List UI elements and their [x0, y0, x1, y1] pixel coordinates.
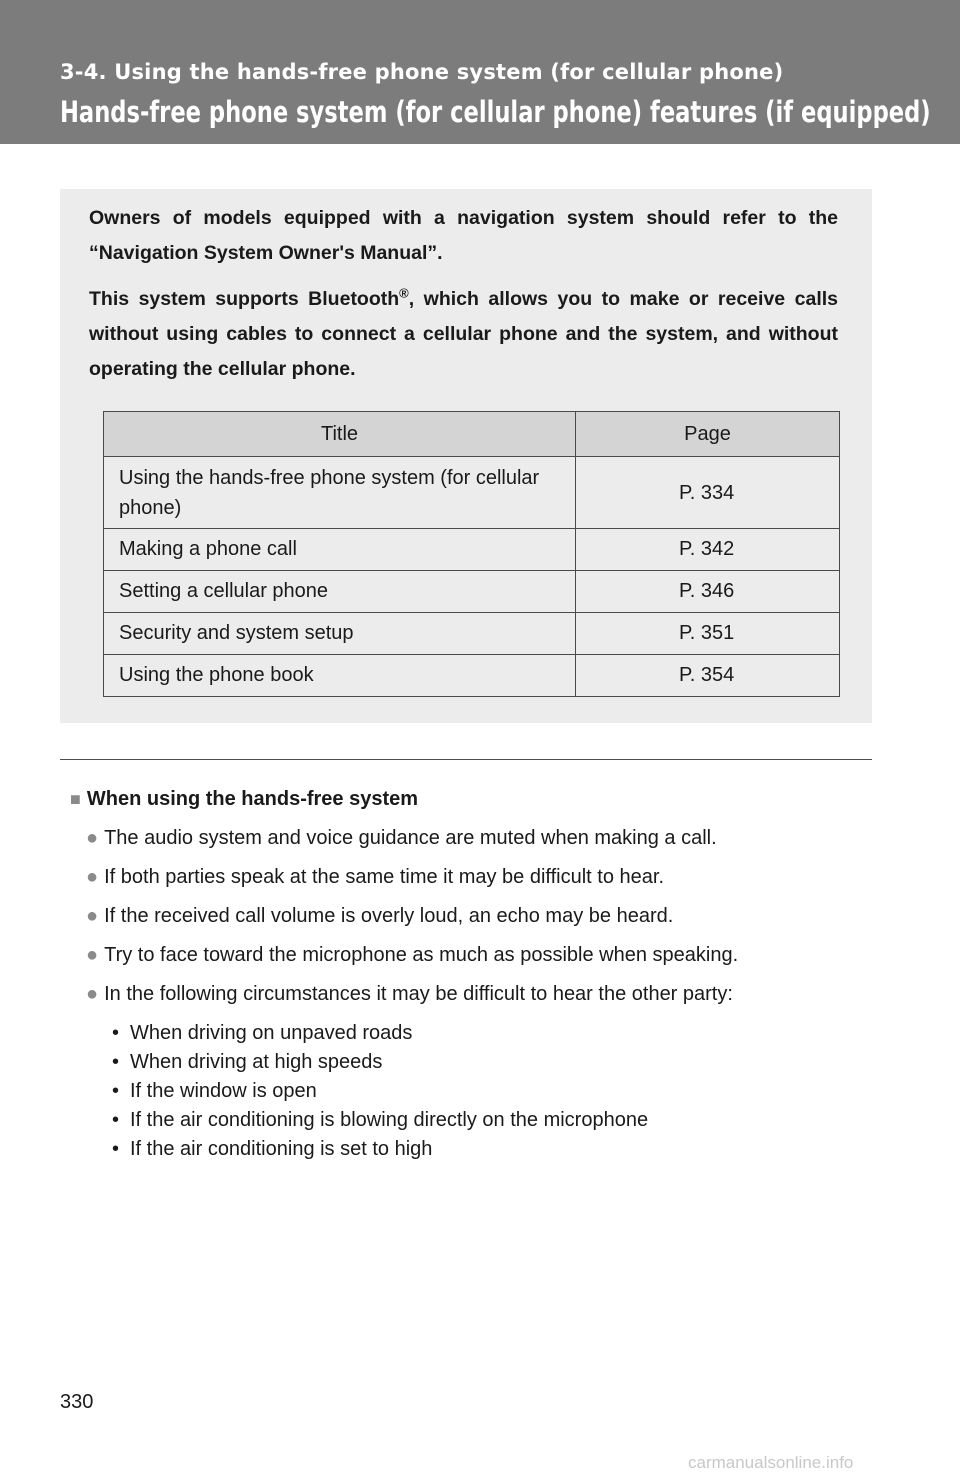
intro-paragraph-navigation: Owners of models equipped with a navigation system should refer to the “Navigation System Owner's Manual”.	[89, 207, 838, 264]
notes-heading-text: When using the hands-free system	[86, 788, 419, 810]
circle-bullet-icon: ●	[86, 827, 99, 849]
list-item-text: The audio system and voice guidance are muted when making a call.	[104, 827, 717, 849]
list-item-text: Try to face toward the microphone as much as possible when speaking.	[104, 944, 739, 966]
circle-bullet-icon: ●	[86, 983, 99, 1005]
circle-bullet-icon: ●	[86, 944, 99, 966]
list-item	[112, 1136, 648, 1165]
list-item	[86, 942, 738, 981]
table-row	[104, 613, 840, 655]
list-item	[86, 903, 738, 942]
notes-bullet-list	[86, 825, 738, 1020]
list-item	[86, 825, 738, 864]
table-row	[104, 457, 840, 529]
small-bullet-icon: •	[112, 1022, 120, 1044]
square-bullet-icon: ■	[70, 789, 81, 809]
table-row	[104, 655, 840, 697]
table-header-row	[104, 412, 840, 457]
small-bullet-icon: •	[112, 1109, 120, 1131]
list-item-text: When driving on unpaved roads	[130, 1022, 413, 1044]
row-page: P. 334	[576, 457, 840, 529]
bluetooth-text-rest: , which allows you to make or receive calls without using cables to connect a cellular phone and the system, and without operating the cellular phone.	[89, 288, 838, 380]
list-item-text: If the air conditioning is set to high	[130, 1138, 433, 1160]
row-page: P. 346	[576, 571, 840, 613]
list-item-text: If the air conditioning is blowing directly on the microphone	[130, 1109, 649, 1131]
circumstances-list	[112, 1020, 648, 1165]
list-item-text: If both parties speak at the same time it may be difficult to hear.	[104, 866, 665, 888]
page-number: 330	[60, 1391, 94, 1413]
page-heading: Hands-free phone system (for cellular phone) features (if equipped)	[60, 95, 931, 129]
list-item	[86, 864, 738, 903]
section-divider	[60, 759, 872, 760]
intro-paragraph-bluetooth	[89, 282, 838, 387]
column-header-title: Title	[104, 412, 576, 457]
row-title: Security and system setup	[104, 613, 576, 655]
row-title: Making a phone call	[104, 529, 576, 571]
table-row	[104, 571, 840, 613]
column-header-page: Page	[576, 412, 840, 457]
small-bullet-icon: •	[112, 1138, 120, 1160]
small-bullet-icon: •	[112, 1051, 120, 1073]
watermark: carmanualsonline.info	[688, 1453, 854, 1472]
list-item	[112, 1078, 648, 1107]
list-item	[112, 1049, 648, 1078]
list-item	[86, 981, 738, 1020]
list-item-text: If the received call volume is overly loud, an echo may be heard.	[104, 905, 674, 927]
list-item	[112, 1107, 648, 1136]
row-page: P. 354	[576, 655, 840, 697]
table-row	[104, 529, 840, 571]
small-bullet-icon: •	[112, 1080, 120, 1102]
row-page: P. 342	[576, 529, 840, 571]
row-page: P. 351	[576, 613, 840, 655]
bluetooth-text: This system supports Bluetooth	[89, 288, 400, 310]
list-item-text: In the following circumstances it may be difficult to hear the other party:	[104, 983, 733, 1005]
section-title: 3-4. Using the hands-free phone system (for cellular phone)	[60, 60, 784, 84]
circle-bullet-icon: ●	[86, 866, 99, 888]
list-item-text: If the window is open	[130, 1080, 317, 1102]
list-item	[112, 1020, 648, 1049]
row-title: Using the hands-free phone system (for cellular phone)	[104, 457, 576, 529]
contents-table	[103, 411, 840, 697]
circle-bullet-icon: ●	[86, 905, 99, 927]
row-title: Using the phone book	[104, 655, 576, 697]
notes-heading	[70, 788, 418, 811]
registered-mark: ®	[399, 285, 409, 301]
list-item-text: When driving at high speeds	[130, 1051, 383, 1073]
row-title: Setting a cellular phone	[104, 571, 576, 613]
